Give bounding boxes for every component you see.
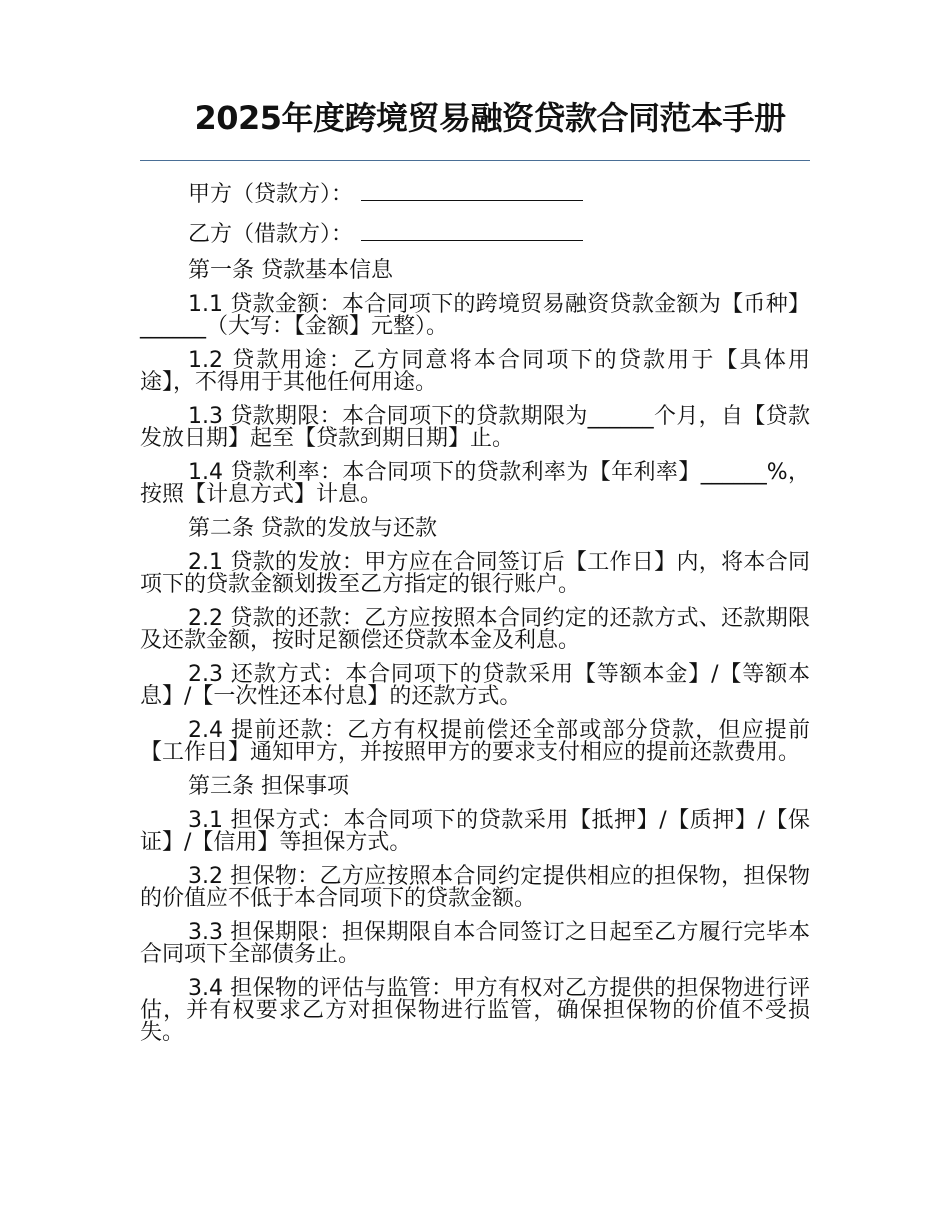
party-a-line xyxy=(140,180,810,206)
clause-paragraph: 1.1 贷款金额：本合同项下的跨境贸易融资贷款金额为【币种】______（大写：【金额】元整）。 xyxy=(140,292,810,339)
section-heading: 第三条 担保事项 xyxy=(188,774,349,799)
clause-paragraph: 2.3 还款方式：本合同项下的贷款采用【等额本金】/【等额本息】/【一次性还本付息】的还款方式。 xyxy=(140,662,810,709)
party-b-line xyxy=(140,220,810,246)
section-heading: 第二条 贷款的发放与还款 xyxy=(188,516,437,541)
title-underline xyxy=(140,160,810,161)
party-b-blank xyxy=(361,220,583,241)
clause-paragraph: 1.3 贷款期限：本合同项下的贷款期限为______个月，自【贷款发放日期】起至【贷款到期日期】止。 xyxy=(140,404,810,451)
party-b-label: 乙方（借款方）： xyxy=(188,222,354,247)
clause-paragraph: 2.1 贷款的发放：甲方应在合同签订后【工作日】内，将本合同项下的贷款金额划拨至乙方指定的银行账户。 xyxy=(140,550,810,597)
clause-paragraph: 1.4 贷款利率：本合同项下的贷款利率为【年利率】______%，按照【计息方式】计息。 xyxy=(140,460,810,507)
party-a-label: 甲方（贷款方）： xyxy=(188,182,354,207)
document-body xyxy=(140,180,810,1056)
clause-paragraph: 2.4 提前还款：乙方有权提前偿还全部或部分贷款，但应提前【工作日】通知甲方，并按照甲方的要求支付相应的提前还款费用。 xyxy=(140,718,810,765)
clause-paragraph: 3.1 担保方式：本合同项下的贷款采用【抵押】/【质押】/【保证】/【信用】等担保方式。 xyxy=(140,808,810,855)
clause-paragraph: 3.4 担保物的评估与监管：甲方有权对乙方提供的担保物进行评估，并有权要求乙方对担保物进行监管，确保担保物的价值不受损失。 xyxy=(140,976,810,1045)
section-heading: 第一条 贷款基本信息 xyxy=(188,258,393,283)
clause-paragraph: 3.3 担保期限：担保期限自本合同签订之日起至乙方履行完毕本合同项下全部债务止。 xyxy=(140,920,810,967)
party-a-blank xyxy=(361,180,583,201)
clause-paragraph: 2.2 贷款的还款：乙方应按照本合同约定的还款方式、还款期限及还款金额，按时足额偿还贷款本金及利息。 xyxy=(140,606,810,653)
clause-paragraph: 1.2 贷款用途：乙方同意将本合同项下的贷款用于【具体用途】，不得用于其他任何用途。 xyxy=(140,348,810,395)
clause-paragraph: 3.2 担保物：乙方应按照本合同约定提供相应的担保物，担保物的价值应不低于本合同项下的贷款金额。 xyxy=(140,864,810,911)
document-title: 2025年度跨境贸易融资贷款合同范本手册 xyxy=(194,99,786,137)
